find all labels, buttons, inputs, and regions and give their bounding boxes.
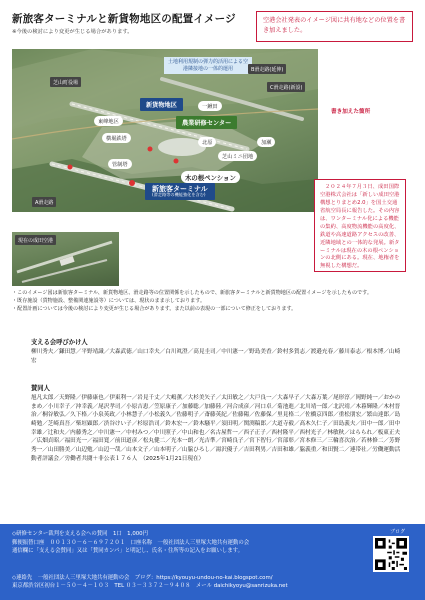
site-marker bbox=[129, 180, 135, 186]
label-kanmachi: 管制塔 bbox=[108, 159, 132, 169]
note-line: ・既存施設（貨物施設、整備関連施設等）については、現状のまま示しております。 bbox=[12, 298, 206, 305]
airport-aerial-map bbox=[12, 49, 318, 212]
qr-code-icon[interactable] bbox=[373, 536, 409, 572]
terminal-title: 新旅客ターミナル bbox=[152, 185, 208, 193]
label-yokobori: 横堀鉄塔 bbox=[102, 133, 131, 143]
label-tomei: 東峰地区 bbox=[94, 116, 123, 126]
endorse-heading: 賛同人 bbox=[31, 385, 50, 392]
notes-block bbox=[12, 289, 412, 313]
current-airport-photo bbox=[12, 232, 119, 286]
footer-line-1: ◇研修センター裁判を支える会への賛同 1口 1,000円 bbox=[12, 531, 148, 537]
footer-contact bbox=[12, 574, 288, 591]
terminal-subtitle: (滑走路等の機能強化を含む) bbox=[152, 192, 206, 198]
label-kinoya-pension: 木の根ペンション bbox=[181, 171, 240, 183]
label-new-cargo-area: 新貨物地区 bbox=[140, 98, 183, 111]
support-heading: 支える会呼びかけ人 bbox=[31, 339, 88, 346]
footer-line-3: 通信欄に「支える会賛同」又は「賛同カンパ」と明記し、氏名・住所等の記入をお願いします。 bbox=[12, 548, 243, 555]
label-new-terminal bbox=[145, 183, 215, 200]
qr-code-graphic bbox=[375, 538, 407, 570]
label-kaka: 加瀬 bbox=[257, 137, 275, 147]
label-a-runway: A滑走路 bbox=[32, 197, 56, 207]
label-shibayama: 芝山町役場 bbox=[50, 77, 81, 87]
support-names: 柳川秀夫／鎌田慧／平野靖識／大森武徳／山口幸夫／白川眞澄／高見圭司／中川憲一／野島美香／鈴村多賀志／渡邉充春／藤川泰志／根本博／山崎宏 bbox=[31, 349, 401, 364]
site-marker bbox=[68, 165, 73, 170]
site-marker bbox=[148, 147, 153, 152]
blog-label: ブログ bbox=[389, 529, 405, 535]
label-b-runway: B滑走路(延伸) bbox=[248, 64, 286, 74]
note-line: ・配置計画については今後の検討により変更が生じる場合があります。また以前の表現の一部について修正をしております。 bbox=[12, 306, 297, 313]
label-agri-center: 農業研修センター bbox=[176, 116, 237, 129]
label-shibayama-center: 芝山ミニ団地 bbox=[218, 151, 257, 161]
label-current-airport: 現在の成田空港 bbox=[15, 235, 56, 245]
contact-line-1: ◇連絡先 一般社団法人三里塚大地共有運動の会 ブログ：https://kyouyu-undou-no-kai.blogspot.com/ bbox=[12, 575, 273, 581]
footer-panel bbox=[0, 524, 425, 600]
map-top-banner: 土地利用規制の弾力的活用による空港隣接地の一体的運用 bbox=[164, 57, 252, 74]
endorse-names: 旭凡太郎／天野隆／伊藤康也／伊東利一／岩見千丈／大嶋薫／大杉美矢子／太田敏之／大戸良一／大森早子／大森万葉／尾形淳／岡野純一／おかのまめ／小川幸子／沖幸義／尾沢孝司／小原吉恵／笠原康子／加藤聡／加藤陸／河合成彦／河口卓／菊池進／北川靖一郎／北沢靖／木暮輝隆／木村晋治／桐谷敏弘／久下格／小泉英政／小林慧子／小松義久／佐藤明子／斎藤英紀／佐藤陽／佐藤保／里見格二／佐橋京四郎／重松朋宏／繁山達郎／島崎勉／芝崎真吾／柴垣顕郎／渋谷けい子／杉原浩司／鈴木宏一／鈴木騒平／須田明／関渕稿郎／大道寺毅／高木久仁子／田島義夫／田中一郎／田中幸雄／辻和夫／内藤秀之／中川憲一／中村みつ／中川照子／中山和也／名古屋哲一／西子正子／西村隆平／西村光子／林敏秋／はらられ／板東正夫／広畑貞昭／福田光一／福田寛／前田道彦／松丸健二／光本一朗／光吉準／宮崎良子／宮下智行／宮部彰／宮本修三／三輪喜次治／若林修二／芳野秀一／山田勝美／山辺勉／山辺一哉／山本文子／山本明子／山脇ひろし／湯沢優子／吉田利男／吉田和雄／脇義重／和田賢二／連帯社／労働運動活動者評議会／労働者共闘＋非公表１７６人 （2025年1月21日現在） bbox=[31, 395, 401, 462]
label-c-runway: C滑走路(新設) bbox=[267, 82, 305, 92]
note-line: ・このイメージ図は新旅客ターミナル、新貨物地区、滑走路等の位置関係を示したもので、新旅客ターミナルと新貨物地区の配置イメージを示したものです。 bbox=[12, 290, 372, 296]
label-kitahara: 北原 bbox=[198, 137, 216, 147]
added-area-label: 書き加えた箇所 bbox=[331, 109, 371, 115]
footer-line-2: 郵便振替口座 ００１３０－６－６９７２０１ 口座名称 一般社団法人三里塚大地共有運動の会 bbox=[12, 539, 250, 546]
page-title: 新旅客ターミナルと新貨物地区の配置イメージ bbox=[12, 13, 236, 25]
site-marker bbox=[174, 159, 179, 164]
red-note-top: 空港会社発表のイメージ図に共有地などの位置を書き加えました。 bbox=[256, 11, 413, 42]
label-icchoda: 一鍬田 bbox=[198, 101, 222, 111]
contact-line-2: 東京都渋谷区初台１－５０－４－１０３ TEL ０３－３３７２－９４０８ メール daichikyoyu@sanrizuka.net bbox=[12, 583, 288, 590]
red-note-side: ２０２４年７月３日、成田国際空港株式会社は「新しい成田空港構想とりまとめ2.0」を国土交通省航空局長に報告した。その内容は、ワンターミナル化による機能の集約、高度物流機能の高度化、鉄道や高速道路アクセスの改善、近隣地域との一体的な発展。新ターミナルは現在の木の根ペンションの北側にある。現在、地権者を無視した構想だ。 bbox=[314, 179, 406, 272]
current-runway bbox=[17, 242, 112, 272]
page-subtitle: ※今後の検討により変更が生じる場合があります。 bbox=[12, 29, 133, 35]
